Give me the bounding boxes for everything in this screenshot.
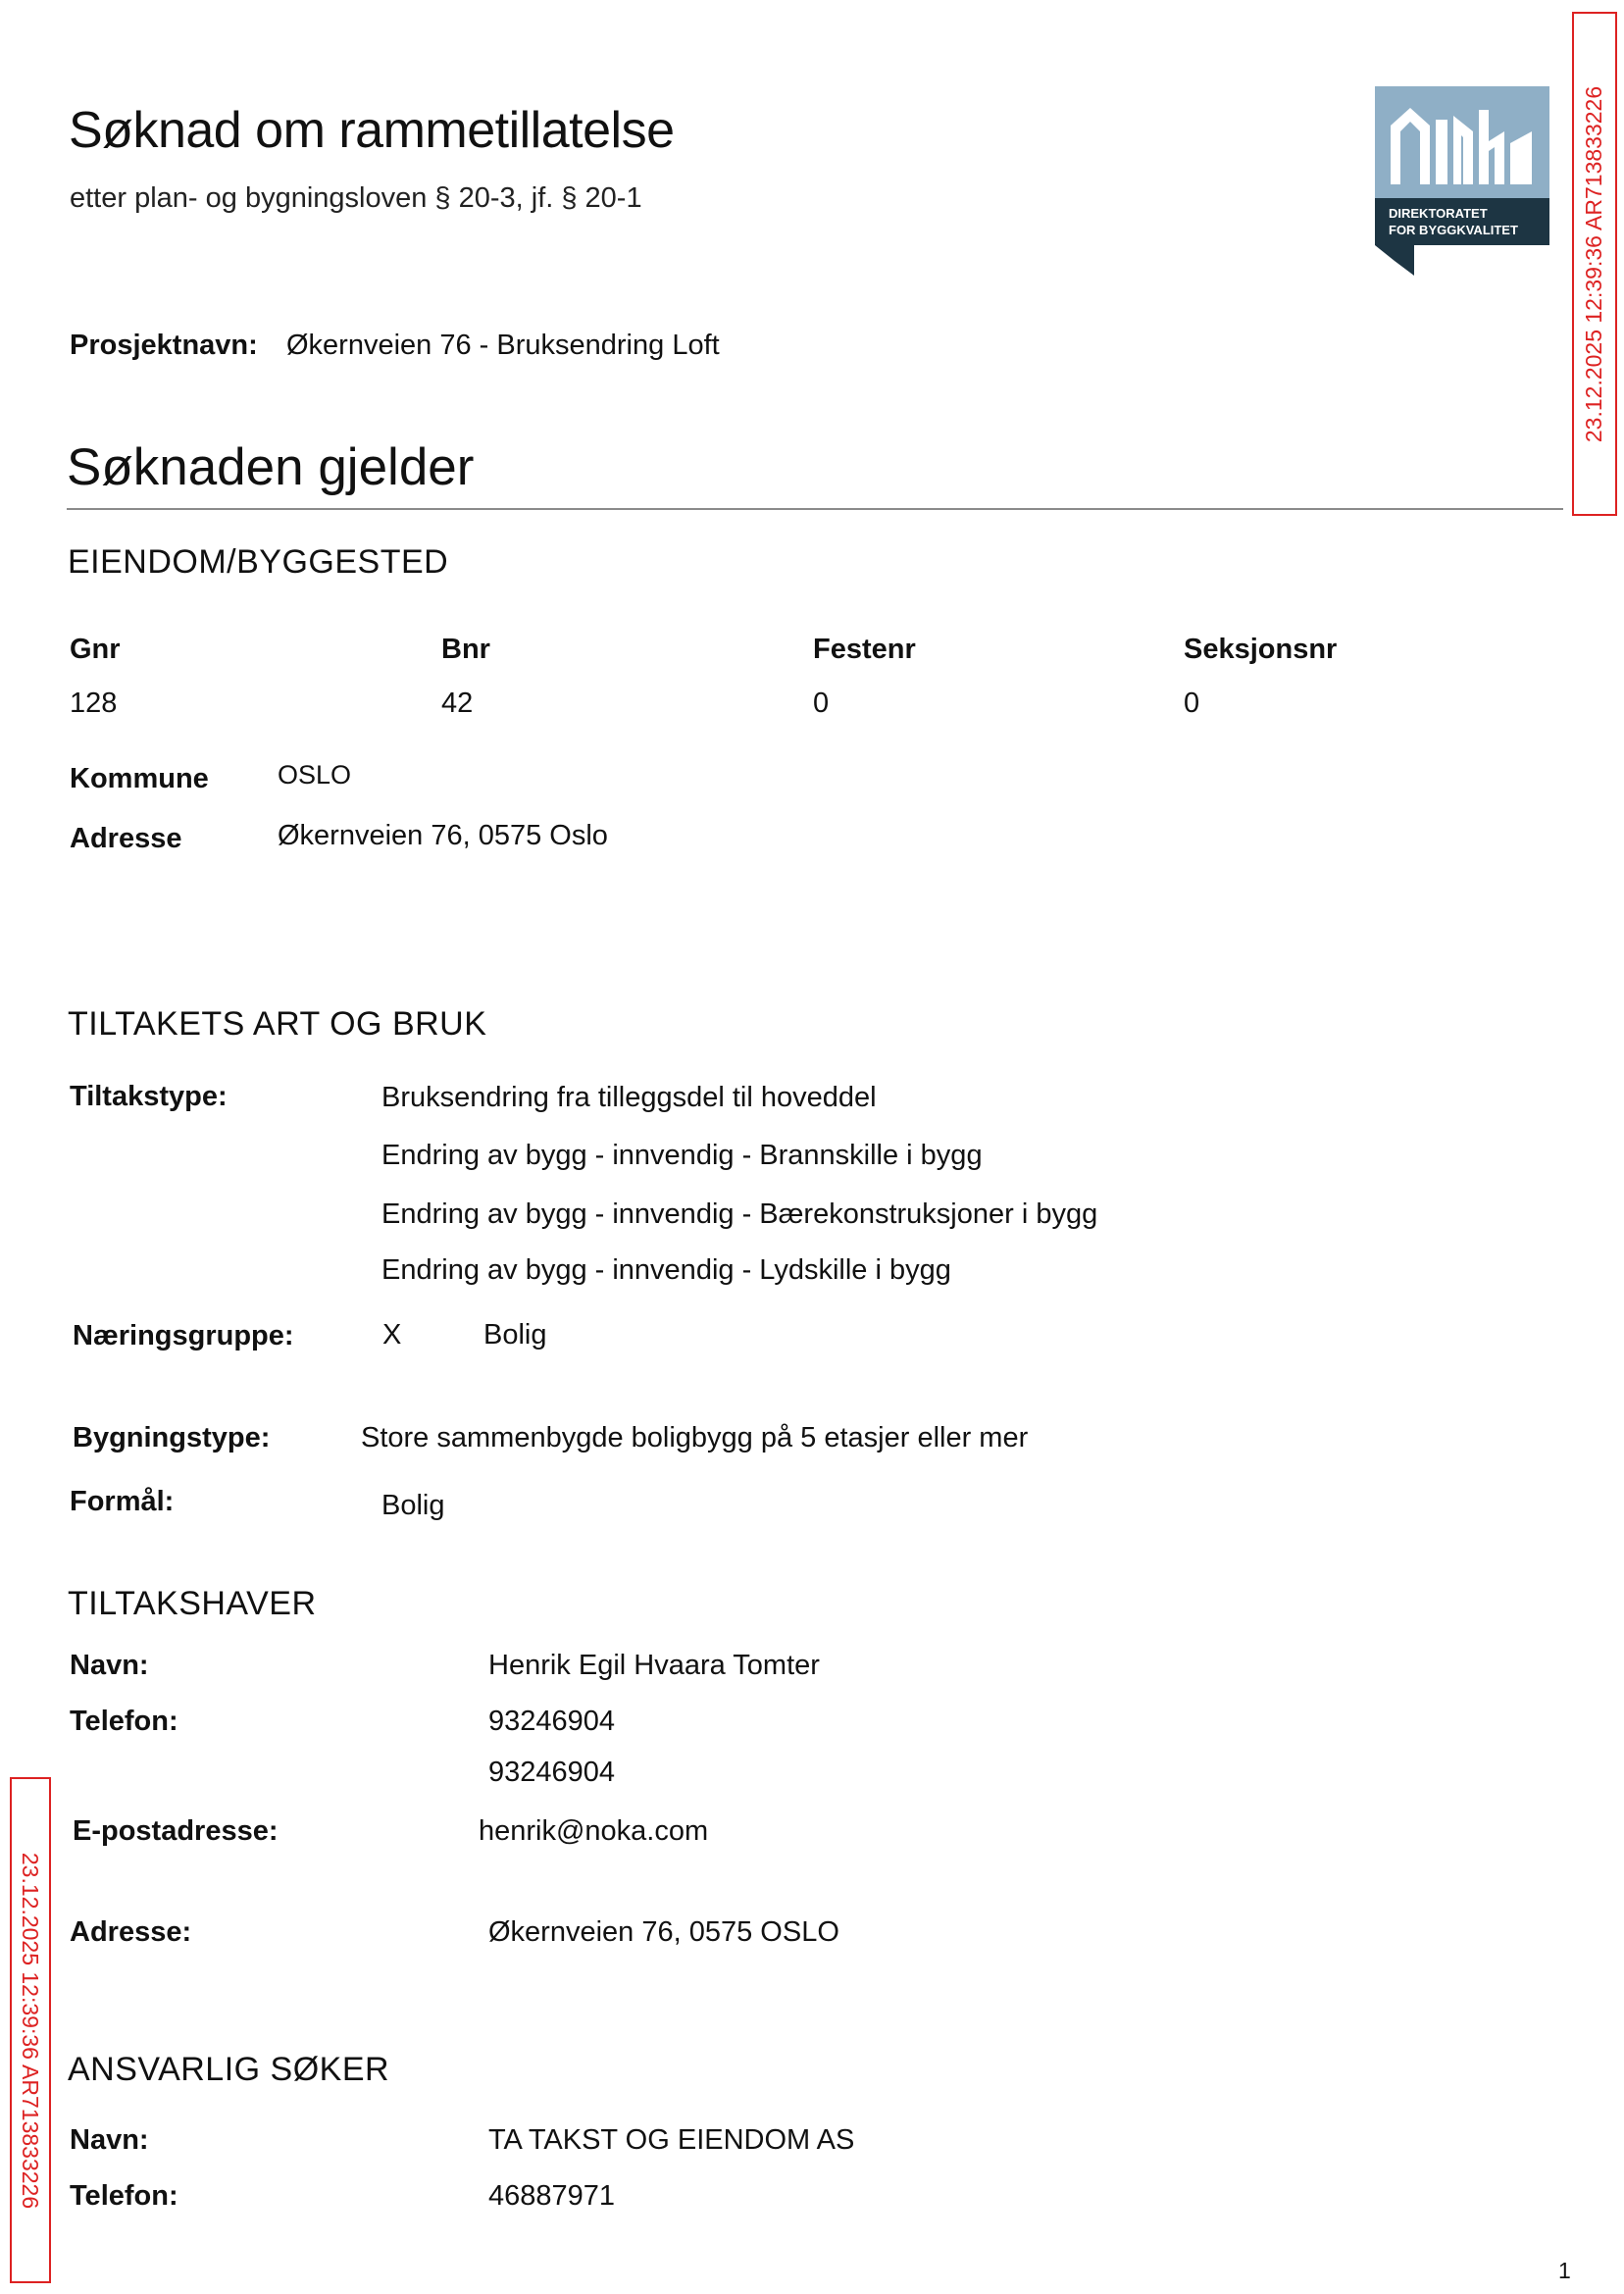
owner-heading: TILTAKSHAVER bbox=[68, 1585, 317, 1622]
col-header-seksjonsnr: Seksjonsnr bbox=[1184, 634, 1338, 665]
owner-email-value: henrik@noka.com bbox=[479, 1815, 709, 1847]
applicant-phone-label: Telefon: bbox=[70, 2180, 178, 2212]
purpose-label: Formål: bbox=[70, 1486, 175, 1517]
document-title: Søknad om rammetillatelse bbox=[69, 102, 675, 159]
owner-phone-value: 93246904 bbox=[488, 1706, 616, 1737]
building-type-label: Bygningstype: bbox=[73, 1422, 271, 1453]
industry-group-code: X bbox=[382, 1319, 402, 1351]
gnr-value: 128 bbox=[70, 688, 118, 719]
owner-phone-value: 93246904 bbox=[488, 1757, 616, 1788]
document-subtitle: etter plan- og bygningsloven § 20-3, jf. § 20-1 bbox=[70, 182, 642, 214]
col-header-gnr: Gnr bbox=[70, 634, 121, 665]
industry-group-label: Næringsgruppe: bbox=[73, 1320, 294, 1351]
industry-group-value: Bolig bbox=[483, 1319, 547, 1351]
project-name-label: Prosjektnavn: bbox=[70, 330, 258, 361]
measure-type-label: Tiltakstype: bbox=[70, 1081, 228, 1112]
owner-address-label: Adresse: bbox=[70, 1916, 192, 1948]
measure-heading: TILTAKETS ART OG BRUK bbox=[68, 1005, 487, 1043]
logo-text-line2: FOR BYGGKVALITET bbox=[1389, 223, 1518, 237]
application-heading: Søknaden gjelder bbox=[67, 438, 475, 496]
adresse-value: Økernveien 76, 0575 Oslo bbox=[278, 820, 608, 851]
logo-text-line1: DIREKTORATET bbox=[1389, 206, 1488, 221]
applicant-name-label: Navn: bbox=[70, 2124, 149, 2156]
applicant-phone-value: 46887971 bbox=[488, 2180, 616, 2212]
dibk-logo bbox=[1375, 86, 1549, 280]
bnr-value: 42 bbox=[441, 688, 474, 719]
timestamp-stamp-right bbox=[1572, 12, 1617, 516]
stamp-text-left: 23.12.2025 12:39:36 AR713833226 bbox=[18, 1852, 44, 2209]
timestamp-stamp-left bbox=[10, 1777, 51, 2283]
page-number: 1 bbox=[1558, 2258, 1571, 2283]
measure-type-item: Endring av bygg - innvendig - Brannskille i bygg bbox=[381, 1140, 983, 1171]
owner-name-label: Navn: bbox=[70, 1650, 149, 1681]
owner-email-label: E-postadresse: bbox=[73, 1815, 279, 1847]
seksjonsnr-value: 0 bbox=[1184, 688, 1200, 719]
owner-name-value: Henrik Egil Hvaara Tomter bbox=[488, 1650, 820, 1681]
applicant-name-value: TA TAKST OG EIENDOM AS bbox=[488, 2124, 855, 2156]
building-type-value: Store sammenbygde boligbygg på 5 etasjer eller mer bbox=[361, 1422, 1029, 1453]
measure-type-item: Endring av bygg - innvendig - Bærekonstruksjoner i bygg bbox=[381, 1198, 1098, 1230]
stamp-text-right: 23.12.2025 12:39:36 AR713833226 bbox=[1581, 85, 1607, 442]
owner-phone-label: Telefon: bbox=[70, 1706, 178, 1737]
adresse-label: Adresse bbox=[70, 823, 182, 854]
festenr-value: 0 bbox=[813, 688, 830, 719]
col-header-festenr: Festenr bbox=[813, 634, 916, 665]
kommune-value: OSLO bbox=[278, 760, 352, 790]
property-heading: EIENDOM/BYGGESTED bbox=[68, 543, 449, 581]
project-name-value: Økernveien 76 - Bruksendring Loft bbox=[286, 330, 720, 361]
applicant-heading: ANSVARLIG SØKER bbox=[68, 2051, 390, 2088]
purpose-value: Bolig bbox=[381, 1490, 445, 1521]
kommune-label: Kommune bbox=[70, 763, 209, 794]
measure-type-item: Endring av bygg - innvendig - Lydskille i bygg bbox=[381, 1254, 951, 1286]
owner-address-value: Økernveien 76, 0575 OSLO bbox=[488, 1916, 839, 1948]
measure-type-item: Bruksendring fra tilleggsdel til hoveddel bbox=[381, 1082, 877, 1113]
heading-divider bbox=[67, 508, 1563, 510]
col-header-bnr: Bnr bbox=[441, 634, 490, 665]
